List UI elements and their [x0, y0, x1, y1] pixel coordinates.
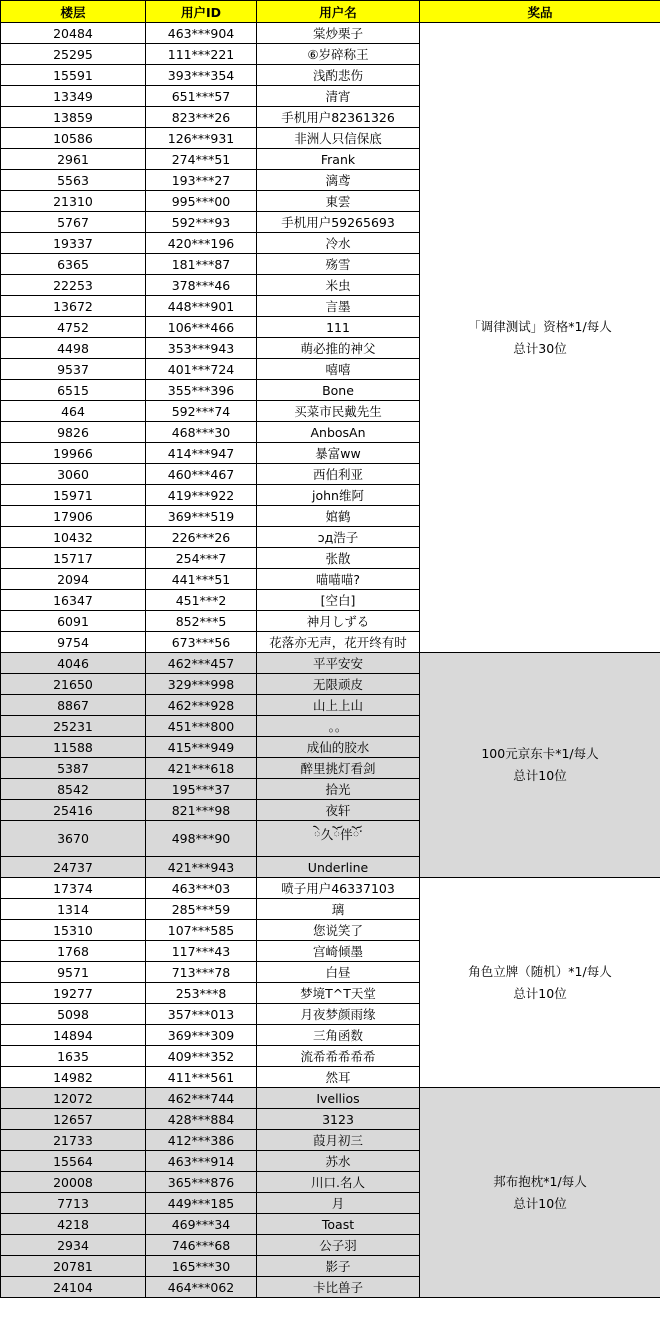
- header-username: 用户名: [257, 1, 420, 23]
- username-cell: ɔд浩子: [257, 527, 420, 548]
- floor-cell: 3060: [1, 464, 146, 485]
- username-cell: 殇雪: [257, 254, 420, 275]
- floor-cell: 13859: [1, 107, 146, 128]
- username-cell: 夜轩: [257, 800, 420, 821]
- floor-cell: 20008: [1, 1172, 146, 1193]
- username-cell: 月: [257, 1193, 420, 1214]
- user-id-cell: 393***354: [146, 65, 257, 86]
- username-cell: 喵喵喵?: [257, 569, 420, 590]
- username-cell: ⑥岁碎称王: [257, 44, 420, 65]
- username-cell: 影子: [257, 1256, 420, 1277]
- floor-cell: 8542: [1, 779, 146, 800]
- username-cell: 川口.名人: [257, 1172, 420, 1193]
- username-cell: 平平安安: [257, 653, 420, 674]
- username-cell: 喷子用户46337103: [257, 878, 420, 899]
- floor-cell: 4498: [1, 338, 146, 359]
- prize-cell: [420, 653, 660, 878]
- username-cell: Ivellios: [257, 1088, 420, 1109]
- user-id-cell: 357***013: [146, 1004, 257, 1025]
- username-cell: 梦境T^T天堂: [257, 983, 420, 1004]
- user-id-cell: 414***947: [146, 443, 257, 464]
- table-row: [1, 653, 660, 674]
- floor-cell: 14894: [1, 1025, 146, 1046]
- floor-cell: 22253: [1, 275, 146, 296]
- header-row: [1, 1, 660, 23]
- user-id-cell: 498***90: [146, 821, 257, 857]
- username-cell: 山上上山: [257, 695, 420, 716]
- user-id-cell: 673***56: [146, 632, 257, 653]
- floor-cell: 5098: [1, 1004, 146, 1025]
- floor-cell: 5563: [1, 170, 146, 191]
- user-id-cell: 107***585: [146, 920, 257, 941]
- prize-name: 「调律测试」资格*1/每人: [468, 318, 612, 334]
- user-id-cell: 411***561: [146, 1067, 257, 1088]
- username-cell: 浅酌悲伤: [257, 65, 420, 86]
- user-id-cell: 469***34: [146, 1214, 257, 1235]
- user-id-cell: 117***43: [146, 941, 257, 962]
- user-id-cell: 428***884: [146, 1109, 257, 1130]
- user-id-cell: 462***457: [146, 653, 257, 674]
- user-id-cell: 254***7: [146, 548, 257, 569]
- user-id-cell: 401***724: [146, 359, 257, 380]
- floor-cell: 15717: [1, 548, 146, 569]
- username-cell: 111: [257, 317, 420, 338]
- user-id-cell: 329***998: [146, 674, 257, 695]
- user-id-cell: 409***352: [146, 1046, 257, 1067]
- floor-cell: 6091: [1, 611, 146, 632]
- floor-cell: 13349: [1, 86, 146, 107]
- username-cell: 手机用户59265693: [257, 212, 420, 233]
- floor-cell: 11588: [1, 737, 146, 758]
- floor-cell: 20781: [1, 1256, 146, 1277]
- prize-total: 总计10位: [513, 1195, 567, 1211]
- prize-name: 角色立牌（随机）*1/每人: [468, 963, 612, 979]
- table-row: [1, 1088, 660, 1109]
- floor-cell: 17374: [1, 878, 146, 899]
- user-id-cell: 746***68: [146, 1235, 257, 1256]
- floor-cell: 8867: [1, 695, 146, 716]
- username-cell: Frank: [257, 149, 420, 170]
- username-cell: 東雲: [257, 191, 420, 212]
- user-id-cell: 106***466: [146, 317, 257, 338]
- user-id-cell: 451***2: [146, 590, 257, 611]
- table-row: [1, 23, 660, 44]
- user-id-cell: 462***744: [146, 1088, 257, 1109]
- prize-name: 100元京东卡*1/每人: [481, 746, 599, 761]
- floor-cell: 2961: [1, 149, 146, 170]
- floor-cell: 10432: [1, 527, 146, 548]
- user-id-cell: 823***26: [146, 107, 257, 128]
- username-cell: 然耳: [257, 1067, 420, 1088]
- floor-cell: 25416: [1, 800, 146, 821]
- username-cell: Underline: [257, 857, 420, 878]
- floor-cell: 19277: [1, 983, 146, 1004]
- username-cell: 手机用户82361326: [257, 107, 420, 128]
- floor-cell: 2934: [1, 1235, 146, 1256]
- floor-cell: 6365: [1, 254, 146, 275]
- user-id-cell: 226***26: [146, 527, 257, 548]
- user-id-cell: 463***904: [146, 23, 257, 44]
- user-id-cell: 412***386: [146, 1130, 257, 1151]
- username-cell: 言墨: [257, 296, 420, 317]
- user-id-cell: 468***30: [146, 422, 257, 443]
- username-cell: 嘻嘻: [257, 359, 420, 380]
- username-cell: 漓鸢: [257, 170, 420, 191]
- floor-cell: 24737: [1, 857, 146, 878]
- floor-cell: 5767: [1, 212, 146, 233]
- user-id-cell: 441***51: [146, 569, 257, 590]
- floor-cell: 15310: [1, 920, 146, 941]
- username-cell: 婠鹤: [257, 506, 420, 527]
- header-user-id: 用户ID: [146, 1, 257, 23]
- floor-cell: 21650: [1, 674, 146, 695]
- floor-cell: 2094: [1, 569, 146, 590]
- user-id-cell: 415***949: [146, 737, 257, 758]
- username-cell: ེ久ོ伴ོ་: [257, 821, 420, 857]
- floor-cell: 16347: [1, 590, 146, 611]
- floor-cell: 4218: [1, 1214, 146, 1235]
- floor-cell: 4752: [1, 317, 146, 338]
- user-id-cell: 274***51: [146, 149, 257, 170]
- username-cell: 宫崎倾墨: [257, 941, 420, 962]
- user-id-cell: 181***87: [146, 254, 257, 275]
- username-cell: 卡比兽子: [257, 1277, 420, 1298]
- floor-cell: 12072: [1, 1088, 146, 1109]
- username-cell: 西伯利亚: [257, 464, 420, 485]
- username-cell: 棠炒栗子: [257, 23, 420, 44]
- prize-cell: [420, 1088, 660, 1298]
- user-id-cell: 285***59: [146, 899, 257, 920]
- username-cell: 流希希希希希: [257, 1046, 420, 1067]
- username-cell: 公子羽: [257, 1235, 420, 1256]
- floor-cell: 7713: [1, 1193, 146, 1214]
- username-cell: 非洲人只信保底: [257, 128, 420, 149]
- username-cell: 成仙的胶水: [257, 737, 420, 758]
- username-cell: 白昼: [257, 962, 420, 983]
- user-id-cell: 592***93: [146, 212, 257, 233]
- username-cell: 神月しずる: [257, 611, 420, 632]
- user-id-cell: 463***03: [146, 878, 257, 899]
- user-id-cell: 369***309: [146, 1025, 257, 1046]
- user-id-cell: 126***931: [146, 128, 257, 149]
- floor-cell: 15591: [1, 65, 146, 86]
- username-cell: 买菜市民戴先生: [257, 401, 420, 422]
- table-row: [1, 878, 660, 899]
- user-id-cell: 463***914: [146, 1151, 257, 1172]
- user-id-cell: 852***5: [146, 611, 257, 632]
- floor-cell: 6515: [1, 380, 146, 401]
- username-cell: 醉里挑灯看剑: [257, 758, 420, 779]
- floor-cell: 15564: [1, 1151, 146, 1172]
- username-cell: 冷水: [257, 233, 420, 254]
- user-id-cell: 378***46: [146, 275, 257, 296]
- floor-cell: 14982: [1, 1067, 146, 1088]
- floor-cell: 13672: [1, 296, 146, 317]
- username-cell: 葭月初三: [257, 1130, 420, 1151]
- user-id-cell: 451***800: [146, 716, 257, 737]
- floor-cell: 21310: [1, 191, 146, 212]
- username-cell: AnbosAn: [257, 422, 420, 443]
- user-id-cell: 195***37: [146, 779, 257, 800]
- floor-cell: 19337: [1, 233, 146, 254]
- floor-cell: 19966: [1, 443, 146, 464]
- user-id-cell: 462***928: [146, 695, 257, 716]
- table-header: [1, 1, 660, 23]
- header-prize: 奖品: [420, 1, 660, 23]
- table-body: [1, 23, 660, 1298]
- floor-cell: 12657: [1, 1109, 146, 1130]
- floor-cell: 9754: [1, 632, 146, 653]
- user-id-cell: 420***196: [146, 233, 257, 254]
- floor-cell: 5387: [1, 758, 146, 779]
- username-cell: 拾光: [257, 779, 420, 800]
- user-id-cell: 369***519: [146, 506, 257, 527]
- header-floor: 楼层: [1, 1, 146, 23]
- prize-total: 总计30位: [513, 340, 567, 356]
- username-cell: john维阿: [257, 485, 420, 506]
- username-cell: 。。: [257, 716, 420, 737]
- user-id-cell: 592***74: [146, 401, 257, 422]
- floor-cell: 20484: [1, 23, 146, 44]
- username-cell: 清宵: [257, 86, 420, 107]
- user-id-cell: 419***922: [146, 485, 257, 506]
- floor-cell: 9826: [1, 422, 146, 443]
- username-cell: 苏水: [257, 1151, 420, 1172]
- floor-cell: 9571: [1, 962, 146, 983]
- user-id-cell: 165***30: [146, 1256, 257, 1277]
- floor-cell: 1635: [1, 1046, 146, 1067]
- username-cell: 3123: [257, 1109, 420, 1130]
- user-id-cell: 464***062: [146, 1277, 257, 1298]
- user-id-cell: 365***876: [146, 1172, 257, 1193]
- floor-cell: 25295: [1, 44, 146, 65]
- username-cell: 萌必推的神父: [257, 338, 420, 359]
- user-id-cell: 651***57: [146, 86, 257, 107]
- floor-cell: 10586: [1, 128, 146, 149]
- username-cell: 月夜梦颜雨缘: [257, 1004, 420, 1025]
- user-id-cell: 448***901: [146, 296, 257, 317]
- user-id-cell: 111***221: [146, 44, 257, 65]
- user-id-cell: 193***27: [146, 170, 257, 191]
- username-cell: 您说笑了: [257, 920, 420, 941]
- floor-cell: 1314: [1, 899, 146, 920]
- user-id-cell: 460***467: [146, 464, 257, 485]
- floor-cell: 25231: [1, 716, 146, 737]
- user-id-cell: 421***943: [146, 857, 257, 878]
- floor-cell: 3670: [1, 821, 146, 857]
- username-cell: 张散: [257, 548, 420, 569]
- username-cell: 暴富ww: [257, 443, 420, 464]
- user-id-cell: 713***78: [146, 962, 257, 983]
- prize-total: 总计10位: [513, 768, 567, 783]
- prize-name: 邦布抱枕*1/每人: [493, 1173, 587, 1189]
- prize-cell: [420, 23, 660, 653]
- user-id-cell: 253***8: [146, 983, 257, 1004]
- floor-cell: 24104: [1, 1277, 146, 1298]
- username-cell: [空白]: [257, 590, 420, 611]
- floor-cell: 1768: [1, 941, 146, 962]
- floor-cell: 17906: [1, 506, 146, 527]
- username-cell: 无限顽皮: [257, 674, 420, 695]
- username-cell: Bone: [257, 380, 420, 401]
- floor-cell: 21733: [1, 1130, 146, 1151]
- user-id-cell: 995***00: [146, 191, 257, 212]
- floor-cell: 15971: [1, 485, 146, 506]
- username-cell: 米虫: [257, 275, 420, 296]
- username-cell: 璃: [257, 899, 420, 920]
- username-cell: 三角函数: [257, 1025, 420, 1046]
- prize-cell: [420, 878, 660, 1088]
- user-id-cell: 449***185: [146, 1193, 257, 1214]
- user-id-cell: 821***98: [146, 800, 257, 821]
- floor-cell: 4046: [1, 653, 146, 674]
- username-cell: 花落亦无声，花开终有时: [257, 632, 420, 653]
- floor-cell: 9537: [1, 359, 146, 380]
- user-id-cell: 353***943: [146, 338, 257, 359]
- username-cell: Toast: [257, 1214, 420, 1235]
- user-id-cell: 355***396: [146, 380, 257, 401]
- user-id-cell: 421***618: [146, 758, 257, 779]
- prize-total: 总计10位: [513, 985, 567, 1001]
- floor-cell: 464: [1, 401, 146, 422]
